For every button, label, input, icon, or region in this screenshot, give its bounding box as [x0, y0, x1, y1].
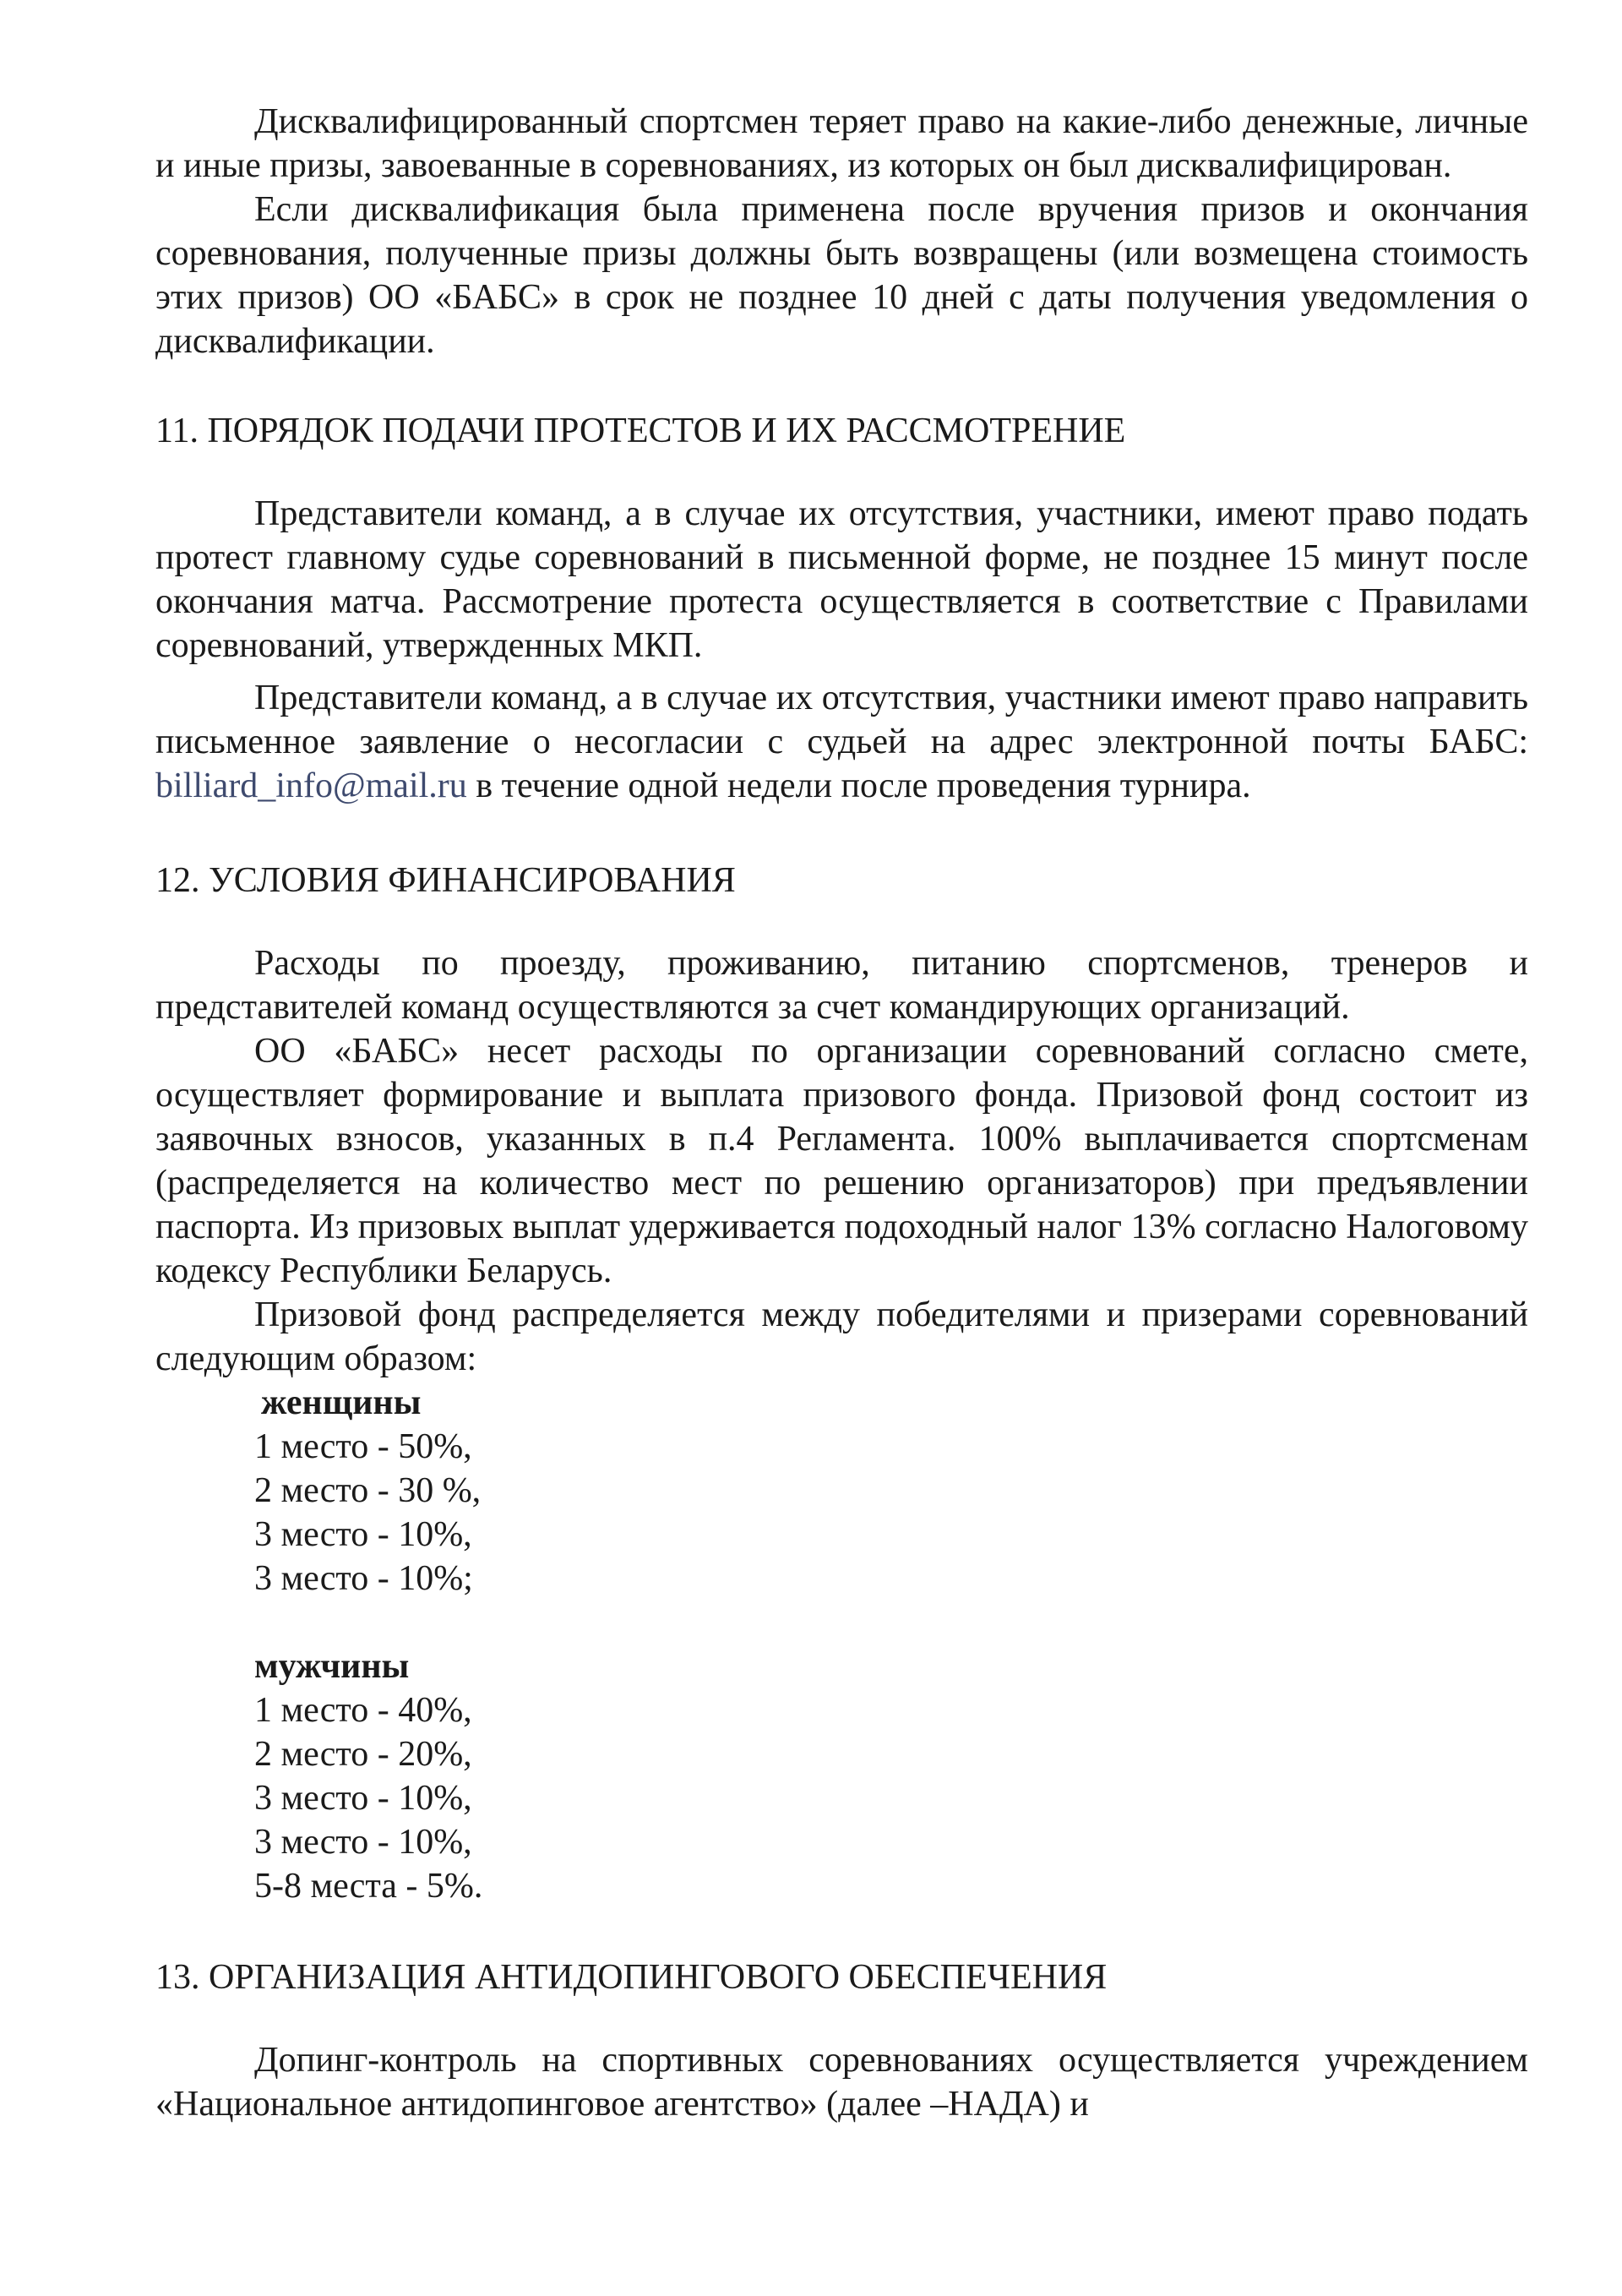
email-link[interactable]: billiard_info@mail.ru [155, 766, 467, 805]
distribution-intro-paragraph: Призовой фонд распределяется между победителями и призерами соревнований следующим образом: [155, 1295, 1528, 1378]
list-item: 1 место - 50%, [254, 1427, 472, 1466]
women-label: женщины [261, 1383, 422, 1422]
list-item: 3 место - 10%, [254, 1515, 472, 1554]
list-item: 3 место - 10%; [254, 1559, 473, 1598]
section-13-heading: 13. ОРГАНИЗАЦИЯ АНТИДОПИНГОВОГО ОБЕСПЕЧЕНИЯ [155, 1958, 1108, 1997]
disqualification-prizes-paragraph: Дисквалифицированный спортсмен теряет право на какие-либо денежные, личные и иные призы, завоеванные в соревнованиях, из которых он был дисквалифицирован. [155, 102, 1528, 185]
doping-control-paragraph: Допинг-контроль на спортивных соревнованиях осуществляется учреждением «Национальное антидопинговое агентство» (далее –НАДА) и [155, 2041, 1528, 2124]
list-item: 5-8 места - 5%. [254, 1867, 483, 1906]
women-prize-list [254, 1381, 1528, 1601]
men-prize-list [254, 1644, 1528, 1908]
prize-fund-paragraph: ОО «БАБС» несет расходы по организации соревнований согласно смете, осуществляет формирование и выплата призового фонда. Призовой фонд состоит из заявочных взносов, указанных в п.4 Регламента. 100% выплачивается спортсменам (распределяется на количество мест по решению организаторов) при предъявлении паспорта. Из призовых выплат удерживается подоходный налог 13% согласно Налоговому кодексу Республики Беларусь. [155, 1032, 1528, 1290]
list-item: 3 место - 10%, [254, 1823, 472, 1862]
list-item: 3 место - 10%, [254, 1779, 472, 1818]
disagreement-text-before: Представители команд, а в случае их отсутствия, участники имеют право направить письменное заявление о несогласии с судьей на адрес электронной почты БАБС: [155, 679, 1528, 761]
list-item: 2 место - 20%, [254, 1735, 472, 1774]
section-11-heading: 11. ПОРЯДОК ПОДАЧИ ПРОТЕСТОВ И ИХ РАССМОТРЕНИЕ [155, 412, 1126, 450]
document-page [155, 100, 1528, 2126]
disagreement-text-after: в течение одной недели после проведения турнира. [466, 766, 1251, 805]
disagreement-paragraph [155, 676, 1528, 808]
prize-return-paragraph: Если дисквалификация была применена после вручения призов и окончания соревнования, полученные призы должны быть возвращены (или возмещена стоимость этих призов) ОО «БАБС» в срок не позднее 10 дней с даты получения уведомления о дисквалификации. [155, 190, 1528, 361]
men-label: мужчины [254, 1647, 410, 1686]
protest-paragraph: Представители команд, а в случае их отсутствия, участники, имеют право подать протест главному судье соревнований в письменной форме, не позднее 15 минут после окончания матча. Рассмотрение протеста осуществляется в соответствие с Правилами соревнований, утвержденных МКП. [155, 494, 1528, 665]
section-12-heading: 12. УСЛОВИЯ ФИНАНСИРОВАНИЯ [155, 861, 736, 900]
expenses-paragraph: Расходы по проезду, проживанию, питанию спортсменов, тренеров и представителей команд осуществляются за счет командирующих организаций. [155, 944, 1528, 1027]
list-spacer [155, 1601, 1528, 1644]
list-item: 1 место - 40%, [254, 1691, 472, 1730]
list-item: 2 место - 30 %, [254, 1471, 482, 1510]
